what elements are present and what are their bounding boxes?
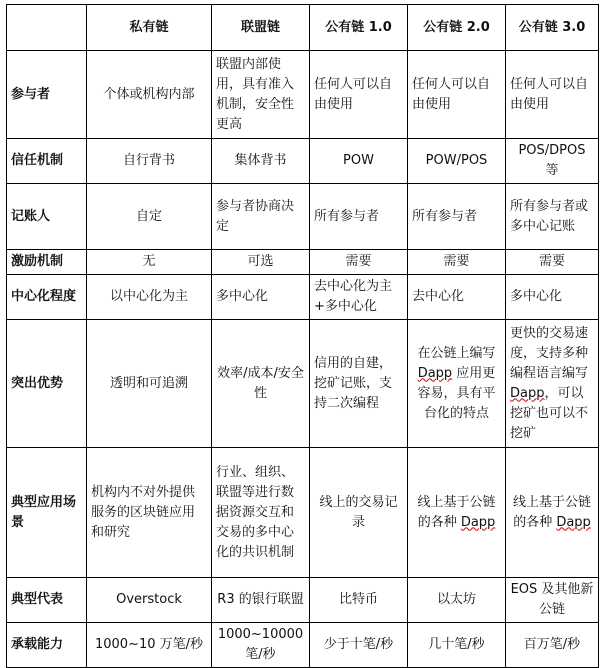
table-cell: 需要: [408, 250, 506, 275]
header-cell-consortium-chain: 联盟链: [212, 5, 310, 51]
table-cell: 去中心化: [408, 275, 506, 320]
table-cell: 任何人可以自由使用: [310, 51, 408, 139]
table-cell: 1000~10000 笔/秒: [212, 623, 310, 668]
table-cell: 需要: [310, 250, 408, 275]
table-cell: 以太坊: [408, 578, 506, 623]
row-header: 突出优势: [7, 320, 87, 448]
table-cell: R3 的银行联盟: [212, 578, 310, 623]
table-cell: 所有参与者或多中心记账: [506, 184, 599, 250]
header-cell-corner: [7, 5, 87, 51]
table-cell: 自定: [87, 184, 212, 250]
row-header: 信任机制: [7, 139, 87, 184]
header-cell-private-chain: 私有链: [87, 5, 212, 51]
header-cell-public-chain-3: 公有链 3.0: [506, 5, 599, 51]
table-cell: 透明和可追溯: [87, 320, 212, 448]
header-row: [7, 5, 599, 51]
row-header: 中心化程度: [7, 275, 87, 320]
row-header: 典型代表: [7, 578, 87, 623]
table-cell: 集体背书: [212, 139, 310, 184]
header-cell-public-chain-2: 公有链 2.0: [408, 5, 506, 51]
table-cell: 个体或机构内部: [87, 51, 212, 139]
table-cell: 任何人可以自由使用: [506, 51, 599, 139]
table-row-typical-representatives: [7, 578, 599, 623]
table-cell: 线上的交易记录: [310, 448, 408, 578]
table-row-trust-mechanism: [7, 139, 599, 184]
row-header: 参与者: [7, 51, 87, 139]
table-cell: 去中心化为主+多中心化: [310, 275, 408, 320]
table-cell: POW/POS: [408, 139, 506, 184]
table-cell: 少于十笔/秒: [310, 623, 408, 668]
table-cell: 所有参与者: [310, 184, 408, 250]
table-row-advantages: [7, 320, 599, 448]
table-cell: 1000~10 万笔/秒: [87, 623, 212, 668]
table-row-incentive: [7, 250, 599, 275]
table-cell: Overstock: [87, 578, 212, 623]
table-cell: 更快的交易速度，支持多种编程语言编写 Dapp，可以挖矿也可以不挖矿: [506, 320, 599, 448]
table-cell: 任何人可以自由使用: [408, 51, 506, 139]
table-cell: 所有参与者: [408, 184, 506, 250]
table-cell: 线上基于公链的各种 Dapp: [408, 448, 506, 578]
table-row-typical-applications: [7, 448, 599, 578]
table-row-participants: [7, 51, 599, 139]
row-header: 激励机制: [7, 250, 87, 275]
table-cell: 多中心化: [506, 275, 599, 320]
row-header: 典型应用场景: [7, 448, 87, 578]
table-cell: POW: [310, 139, 408, 184]
table-row-bookkeeper: [7, 184, 599, 250]
table-cell: 联盟内部使用，具有准入机制，安全性更高: [212, 51, 310, 139]
table-cell: 需要: [506, 250, 599, 275]
table-cell: 无: [87, 250, 212, 275]
table-row-capacity: [7, 623, 599, 668]
table-cell: 可选: [212, 250, 310, 275]
table-cell: POS/DPOS 等: [506, 139, 599, 184]
table-cell: 几十笔/秒: [408, 623, 506, 668]
table-cell: 比特币: [310, 578, 408, 623]
table-cell: 以中心化为主: [87, 275, 212, 320]
table-cell: 机构内不对外提供服务的区块链应用和研究: [87, 448, 212, 578]
table-cell: 信用的自建，挖矿记账，支持二次编程: [310, 320, 408, 448]
table-cell: 在公链上编写 Dapp 应用更容易，具有平台化的特点: [408, 320, 506, 448]
table-cell: 行业、组织、联盟等进行数据资源交互和交易的多中心化的共识机制: [212, 448, 310, 578]
table-cell: 效率/成本/安全性: [212, 320, 310, 448]
row-header: 记账人: [7, 184, 87, 250]
table-row-centralization: [7, 275, 599, 320]
blockchain-comparison-table: [6, 4, 599, 668]
table-cell: 多中心化: [212, 275, 310, 320]
table-cell: 线上基于公链的各种 Dapp: [506, 448, 599, 578]
row-header: 承载能力: [7, 623, 87, 668]
table-cell: EOS 及其他新公链: [506, 578, 599, 623]
table-cell: 自行背书: [87, 139, 212, 184]
table-cell: 参与者协商决定: [212, 184, 310, 250]
header-cell-public-chain-1: 公有链 1.0: [310, 5, 408, 51]
table-cell: 百万笔/秒: [506, 623, 599, 668]
